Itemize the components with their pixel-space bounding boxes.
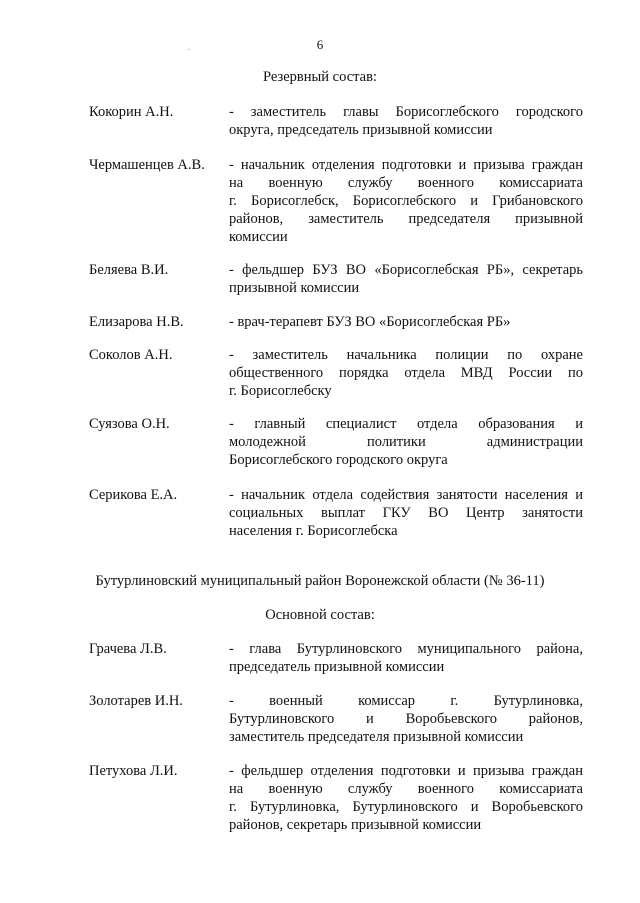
member-role — [229, 103, 583, 139]
member-name: Грачева Л.В. — [89, 641, 167, 657]
role-line: - заместитель начальника полиции по охране — [229, 347, 583, 363]
role-line: г. Борисоглебску — [229, 383, 332, 399]
member-name: Беляева В.И. — [89, 262, 169, 278]
role-line: - заместитель главы Борисоглебского городского — [229, 104, 583, 120]
member-role — [229, 415, 583, 469]
role-line: заместитель председателя призывной комиссии — [229, 729, 524, 745]
section-heading-reserve: Резервный состав: — [263, 69, 377, 85]
role-line: Борисоглебского городского округа — [229, 452, 448, 468]
role-line: округа, председатель призывной комиссии — [229, 122, 493, 138]
member-role — [229, 486, 583, 540]
role-line: - начальник отделения подготовки и призыва граждан — [229, 157, 583, 173]
role-line: г. Борисоглебск, Борисоглебского и Грибановского — [229, 193, 583, 209]
member-role — [229, 156, 583, 246]
member-name: Кокорин А.Н. — [89, 104, 174, 120]
role-line: г. Бутурлиновка, Бутурлиновского и Воробьевского — [229, 799, 583, 815]
member-role — [229, 346, 583, 400]
page-number: 6 — [316, 37, 324, 52]
member-role — [229, 692, 583, 746]
role-line: населения г. Борисоглебска — [229, 523, 398, 539]
member-name: Золотарев И.Н. — [89, 693, 183, 709]
member-name: Петухова Л.И. — [89, 763, 178, 779]
member-name: Серикова Е.А. — [89, 487, 178, 503]
role-line: районов, секретарь призывной комиссии — [229, 817, 482, 833]
section-heading-main: Основной состав: — [265, 607, 375, 623]
member-role — [229, 640, 583, 676]
role-line: на военную службу военного комиссариата — [229, 781, 583, 797]
role-line: комиссии — [229, 229, 288, 245]
member-name: Елизарова Н.В. — [89, 314, 184, 330]
role-line: призывной комиссии — [229, 280, 360, 296]
role-line: районов, заместитель председателя призывной — [229, 211, 583, 227]
district-title: Бутурлиновский муниципальный район Воронежской области (№ 36-11) — [95, 573, 545, 589]
role-line: - военный комиссар г. Бутурлиновка, — [229, 693, 583, 709]
role-line: - глава Бутурлиновского муниципального района, — [229, 641, 583, 657]
scan-speck — [188, 49, 190, 50]
member-role — [229, 261, 583, 297]
role-line: - фельдшер БУЗ ВО «Борисоглебская РБ», секретарь — [229, 262, 583, 278]
member-name: Суязова О.Н. — [89, 416, 170, 432]
role-line: Бутурлиновского и Воробьевского районов, — [229, 711, 583, 727]
role-line: - фельдшер отделения подготовки и призыва граждан — [229, 763, 583, 779]
member-name: Чермашенцев А.В. — [89, 157, 205, 173]
member-name: Соколов А.Н. — [89, 347, 173, 363]
role-line: общественного порядка отдела МВД России по — [229, 365, 583, 381]
member-role — [229, 762, 583, 834]
role-line: на военную службу военного комиссариата — [229, 175, 583, 191]
role-line: председатель призывной комиссии — [229, 659, 445, 675]
role-line: молодежной политики администрации — [229, 434, 583, 450]
role-line: - начальник отдела содействия занятости населения и — [229, 487, 583, 503]
role-line: - главный специалист отдела образования и — [229, 416, 583, 432]
member-role — [229, 313, 583, 331]
role-line: - врач-терапевт БУЗ ВО «Борисоглебская РБ» — [229, 314, 511, 330]
role-line: социальных выплат ГКУ ВО Центр занятости — [229, 505, 583, 521]
